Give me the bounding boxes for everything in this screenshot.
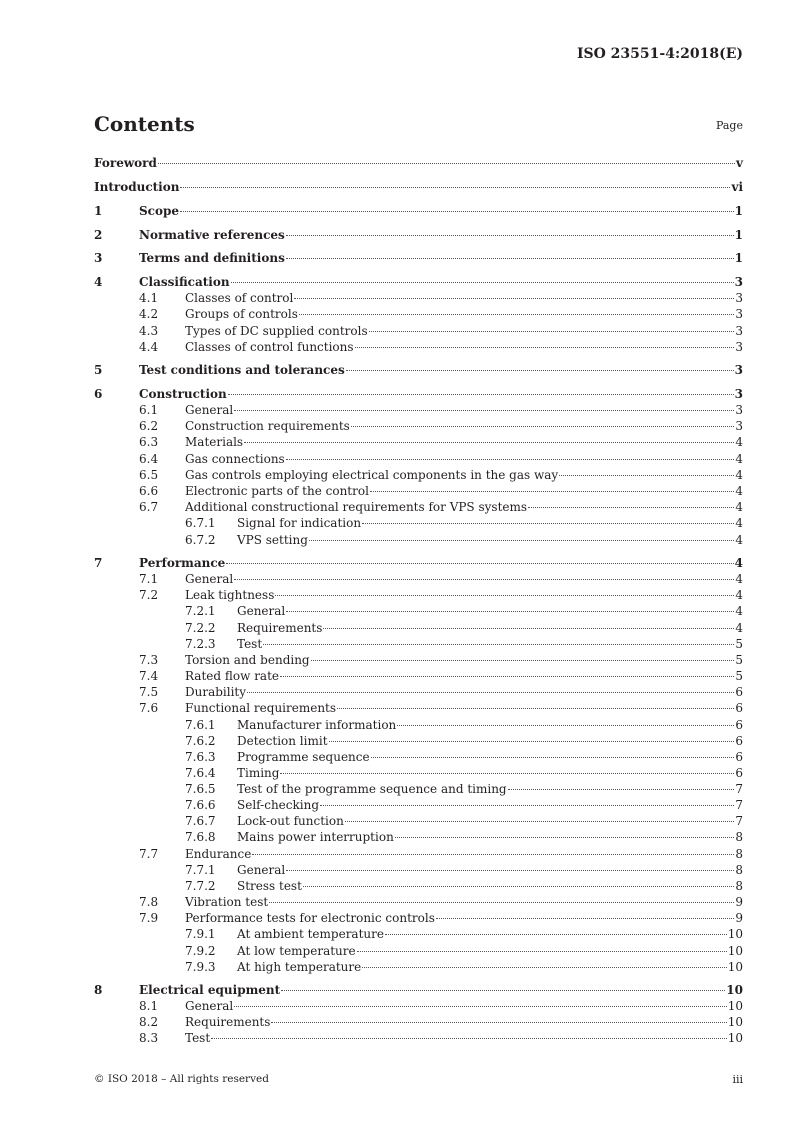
toc-entry-title: Endurance xyxy=(185,847,252,861)
toc-entry-page: 4 xyxy=(735,452,743,466)
toc-entry-page: 8 xyxy=(735,879,743,893)
dot-leader xyxy=(320,805,734,806)
toc-entry-page: 1 xyxy=(734,251,743,265)
toc-entry-page: 9 xyxy=(735,911,743,925)
toc-entry-title: Test of the programme sequence and timing xyxy=(237,782,507,796)
toc-entry-number: 8 xyxy=(94,983,103,997)
toc-entry-title: General xyxy=(185,403,234,417)
toc-entry-number: 6.4 xyxy=(139,452,159,466)
toc-entry-page: 3 xyxy=(735,403,743,417)
toc-entry[interactable] xyxy=(94,306,743,322)
toc-entry-page: 5 xyxy=(735,653,743,667)
toc-entry-number: 7.7 xyxy=(139,847,159,861)
dot-leader xyxy=(228,394,734,395)
toc-entry-title: Functional requirements xyxy=(185,701,337,715)
toc-entry-page: 4 xyxy=(735,588,743,602)
toc-entry-number: 7.9.3 xyxy=(185,960,216,974)
toc-entry-number: 7.2.2 xyxy=(185,621,216,635)
toc-entry[interactable] xyxy=(94,1014,743,1030)
page-number: iii xyxy=(732,1073,743,1086)
toc-entry-page: 4 xyxy=(735,604,743,618)
dot-leader xyxy=(303,886,734,887)
toc-entry-number: 7.6 xyxy=(139,701,159,715)
toc-entry-number: 2 xyxy=(94,228,103,242)
toc-entry-page: 3 xyxy=(734,275,743,289)
toc-entry-number: 3 xyxy=(94,251,103,265)
toc-entry-page: 6 xyxy=(735,766,743,780)
toc-entry[interactable] xyxy=(94,434,743,450)
toc-entry[interactable] xyxy=(94,483,743,499)
toc-entry-title: Normative references xyxy=(139,228,285,242)
toc-entry[interactable] xyxy=(94,781,743,797)
dot-leader xyxy=(286,235,734,236)
dot-leader xyxy=(337,708,734,709)
toc-entry[interactable] xyxy=(94,603,743,619)
dot-leader xyxy=(345,821,735,822)
toc-entry-page: 8 xyxy=(735,830,743,844)
toc-entry-title: Groups of controls xyxy=(185,307,298,321)
toc-entry-page: 4 xyxy=(735,500,743,514)
toc-entry-page: 6 xyxy=(735,701,743,715)
toc-entry-number: 7.6.8 xyxy=(185,830,216,844)
contents-heading: Contents xyxy=(94,112,195,136)
toc-entry-title: Classification xyxy=(139,275,230,289)
dot-leader xyxy=(271,1022,726,1023)
dot-leader xyxy=(231,282,734,283)
toc-entry-number: 7 xyxy=(94,556,103,570)
dot-leader xyxy=(362,523,734,524)
toc-entry-title: Types of DC supplied controls xyxy=(185,324,368,338)
toc-entry-number: 7.7.2 xyxy=(185,879,216,893)
toc-entry-page: 4 xyxy=(735,435,743,449)
toc-entry-page: 10 xyxy=(727,999,743,1013)
dot-leader xyxy=(355,347,735,348)
dot-leader xyxy=(180,187,730,188)
toc-entry-number: 1 xyxy=(94,204,103,218)
toc-entry-title: At low temperature xyxy=(237,944,356,958)
toc-entry-title: Lock-out function xyxy=(237,814,344,828)
toc-entry-title: Classes of control xyxy=(185,291,294,305)
toc-entry[interactable] xyxy=(94,532,743,548)
toc-entry-page: 7 xyxy=(735,782,743,796)
dot-leader xyxy=(286,870,734,871)
toc-entry[interactable] xyxy=(94,339,743,355)
dot-leader xyxy=(244,442,734,443)
dot-leader xyxy=(395,837,735,838)
toc-entry[interactable] xyxy=(94,943,743,959)
toc-entry-title: Detection limit xyxy=(237,734,328,748)
toc-entry[interactable] xyxy=(94,700,743,716)
dot-leader xyxy=(369,331,735,332)
toc-entry-title: Gas connections xyxy=(185,452,285,466)
toc-entry-title: Foreword xyxy=(94,156,157,170)
toc-entry-title: Vibration test xyxy=(185,895,269,909)
dot-leader xyxy=(269,902,734,903)
toc-entry-number: 4.2 xyxy=(139,307,159,321)
dot-leader xyxy=(252,854,734,855)
toc-entry-number: 7.1 xyxy=(139,572,159,586)
toc-entry-page: 3 xyxy=(735,419,743,433)
toc-entry-title: Test xyxy=(185,1031,211,1045)
dot-leader xyxy=(263,644,734,645)
toc-entry[interactable] xyxy=(94,451,743,467)
toc-entry-title: Additional constructional requirements for VPS systems xyxy=(185,500,528,514)
toc-entry-page: 4 xyxy=(735,484,743,498)
toc-entry-title: Durability xyxy=(185,685,247,699)
toc-entry-number: 8.3 xyxy=(139,1031,159,1045)
toc-entry-page: 4 xyxy=(735,572,743,586)
toc-entry-title: Construction xyxy=(139,387,227,401)
toc-entry[interactable] xyxy=(94,982,743,998)
dot-leader xyxy=(280,773,734,774)
dot-leader xyxy=(180,211,734,212)
document-id: ISO 23551-4:2018(E) xyxy=(576,46,743,62)
toc-entry-title: Gas controls employing electrical components in the gas way xyxy=(185,468,559,482)
toc-entry-page: 9 xyxy=(735,895,743,909)
toc-entry-number: 7.6.3 xyxy=(185,750,216,764)
toc-entry-number: 7.7.1 xyxy=(185,863,216,877)
toc-entry-page: 3 xyxy=(734,387,743,401)
toc-entry-title: Requirements xyxy=(185,1015,271,1029)
toc-entry-number: 6.5 xyxy=(139,468,159,482)
toc-entry[interactable] xyxy=(94,636,743,652)
toc-entry-page: 3 xyxy=(735,324,743,338)
toc-entry-page: 4 xyxy=(735,533,743,547)
dot-leader xyxy=(286,611,734,612)
dot-leader xyxy=(275,595,734,596)
toc-entry-number: 6.2 xyxy=(139,419,159,433)
toc-entry-page: 4 xyxy=(734,556,743,570)
toc-entry-title: Leak tightness xyxy=(185,588,275,602)
toc-entry-page: 3 xyxy=(734,363,743,377)
dot-leader xyxy=(362,967,726,968)
dot-leader xyxy=(247,692,734,693)
toc-entry-number: 7.4 xyxy=(139,669,159,683)
toc-entry[interactable] xyxy=(94,587,743,603)
toc-entry-page: 5 xyxy=(735,669,743,683)
toc-entry[interactable] xyxy=(94,829,743,845)
toc-entry-number: 7.9.2 xyxy=(185,944,216,958)
dot-leader xyxy=(370,491,734,492)
toc-entry[interactable] xyxy=(94,1030,743,1046)
toc-entry-title: Requirements xyxy=(237,621,323,635)
toc-entry-page: 10 xyxy=(727,960,743,974)
toc-entry-page: 1 xyxy=(734,204,743,218)
toc-entry[interactable] xyxy=(94,862,743,878)
toc-entry-title: Stress test xyxy=(237,879,302,893)
toc-entry-title: VPS setting xyxy=(237,533,308,547)
toc-entry[interactable] xyxy=(94,155,743,171)
toc-entry-number: 5 xyxy=(94,363,103,377)
toc-entry-number: 7.2.1 xyxy=(185,604,216,618)
dot-leader xyxy=(311,660,735,661)
toc-entry-title: Scope xyxy=(139,204,180,218)
toc-entry[interactable] xyxy=(94,668,743,684)
toc-entry-page: 6 xyxy=(735,734,743,748)
toc-entry[interactable] xyxy=(94,555,743,571)
toc-entry[interactable] xyxy=(94,362,743,378)
toc-entry[interactable] xyxy=(94,620,743,636)
toc-entry-page: 8 xyxy=(735,863,743,877)
toc-entry-page: 7 xyxy=(735,798,743,812)
dot-leader xyxy=(286,459,735,460)
dot-leader xyxy=(559,475,734,476)
toc-entry[interactable] xyxy=(94,418,743,434)
dot-leader xyxy=(329,741,735,742)
toc-entry[interactable] xyxy=(94,227,743,243)
toc-entry[interactable] xyxy=(94,499,743,515)
toc-entry-number: 6.1 xyxy=(139,403,159,417)
dot-leader xyxy=(385,934,727,935)
toc-entry-number: 6.6 xyxy=(139,484,159,498)
toc-entry-page: 10 xyxy=(727,927,743,941)
toc-entry-number: 8.1 xyxy=(139,999,159,1013)
toc-entry-page: 6 xyxy=(735,718,743,732)
toc-entry-number: 7.8 xyxy=(139,895,159,909)
dot-leader xyxy=(294,298,734,299)
toc-entry-number: 6.3 xyxy=(139,435,159,449)
toc-entry-title: Test xyxy=(237,637,263,651)
toc-entry[interactable] xyxy=(94,571,743,587)
toc-entry-title: General xyxy=(185,572,234,586)
toc-entry-number: 4.3 xyxy=(139,324,159,338)
toc-entry-title: Electrical equipment xyxy=(139,983,281,997)
toc-entry-title: General xyxy=(237,604,286,618)
toc-entry-number: 7.2 xyxy=(139,588,159,602)
toc-entry-number: 4 xyxy=(94,275,103,289)
toc-entry-title: Programme sequence xyxy=(237,750,370,764)
toc-entry-page: 8 xyxy=(735,847,743,861)
dot-leader xyxy=(234,579,734,580)
dot-leader xyxy=(234,410,734,411)
toc-entry-number: 4.1 xyxy=(139,291,159,305)
toc-entry[interactable] xyxy=(94,733,743,749)
toc-entry[interactable] xyxy=(94,179,743,195)
toc-entry-number: 6.7.2 xyxy=(185,533,216,547)
toc-entry[interactable] xyxy=(94,290,743,306)
toc-entry-page: 4 xyxy=(735,468,743,482)
toc-entry-title: Test conditions and tolerances xyxy=(139,363,345,377)
toc-entry-title: Timing xyxy=(237,766,280,780)
toc-entry-title: Signal for indication xyxy=(237,516,362,530)
toc-entry-number: 4.4 xyxy=(139,340,159,354)
toc-entry[interactable] xyxy=(94,926,743,942)
toc-entry-number: 7.9 xyxy=(139,911,159,925)
toc-entry-title: Electronic parts of the control xyxy=(185,484,369,498)
dot-leader xyxy=(371,757,735,758)
dot-leader xyxy=(351,426,735,427)
dot-leader xyxy=(158,163,735,164)
toc-entry[interactable] xyxy=(94,959,743,975)
dot-leader xyxy=(309,540,734,541)
toc-entry-title: Classes of control functions xyxy=(185,340,354,354)
toc-entry-number: 7.6.4 xyxy=(185,766,216,780)
toc-entry-title: Introduction xyxy=(94,180,180,194)
toc-entry[interactable] xyxy=(94,749,743,765)
dot-leader xyxy=(508,789,735,790)
toc-entry-title: Mains power interruption xyxy=(237,830,394,844)
dot-leader xyxy=(346,370,734,371)
toc-entry-page: 10 xyxy=(727,944,743,958)
toc-entry-title: Construction requirements xyxy=(185,419,350,433)
toc-entry[interactable] xyxy=(94,878,743,894)
toc-entry[interactable] xyxy=(94,652,743,668)
toc-entry-page: 10 xyxy=(727,1015,743,1029)
toc-entry-number: 8.2 xyxy=(139,1015,159,1029)
toc-entry-number: 6 xyxy=(94,387,103,401)
toc-entry-title: Rated flow rate xyxy=(185,669,280,683)
dot-leader xyxy=(280,676,734,677)
toc-entry-title: At ambient temperature xyxy=(237,927,384,941)
toc-entry-page: 10 xyxy=(726,983,743,997)
toc-entry-title: Performance tests for electronic controls xyxy=(185,911,435,925)
toc-entry-number: 7.6.7 xyxy=(185,814,216,828)
toc-entry[interactable] xyxy=(94,910,743,926)
toc-entry-number: 6.7 xyxy=(139,500,159,514)
toc-entry-title: At high temperature xyxy=(237,960,362,974)
toc-entry-page: 3 xyxy=(735,291,743,305)
toc-entry[interactable] xyxy=(94,515,743,531)
toc-entry[interactable] xyxy=(94,274,743,290)
toc-entry-title: Performance xyxy=(139,556,226,570)
dot-leader xyxy=(436,918,734,919)
toc-entry[interactable] xyxy=(94,402,743,418)
toc-entry[interactable] xyxy=(94,203,743,219)
toc-entry-title: Torsion and bending xyxy=(185,653,310,667)
copyright-notice: © ISO 2018 – All rights reserved xyxy=(94,1073,269,1085)
toc-entry-page: 6 xyxy=(735,685,743,699)
toc-entry[interactable] xyxy=(94,467,743,483)
toc-entry-number: 7.6.6 xyxy=(185,798,216,812)
toc-entry-number: 7.6.2 xyxy=(185,734,216,748)
toc-entry[interactable] xyxy=(94,813,743,829)
dot-leader xyxy=(357,951,727,952)
toc-entry-page: vi xyxy=(731,180,743,194)
toc-entry-title: General xyxy=(185,999,234,1013)
toc-entry-number: 6.7.1 xyxy=(185,516,216,530)
dot-leader xyxy=(528,507,734,508)
toc-entry[interactable] xyxy=(94,797,743,813)
dot-leader xyxy=(323,628,734,629)
toc-entry-number: 7.2.3 xyxy=(185,637,216,651)
toc-entry[interactable] xyxy=(94,250,743,266)
toc-entry[interactable] xyxy=(94,386,743,402)
toc-entry-number: 7.6.5 xyxy=(185,782,216,796)
toc-entry-number: 7.5 xyxy=(139,685,159,699)
toc-entry[interactable] xyxy=(94,684,743,700)
toc-entry[interactable] xyxy=(94,894,743,910)
toc-entry-title: Terms and definitions xyxy=(139,251,285,265)
toc-entry-title: Manufacturer information xyxy=(237,718,397,732)
dot-leader xyxy=(299,314,734,315)
toc-entry-page: 1 xyxy=(734,228,743,242)
toc-entry-page: 3 xyxy=(735,307,743,321)
toc-entry[interactable] xyxy=(94,323,743,339)
dot-leader xyxy=(281,990,725,991)
toc-entry-title: General xyxy=(237,863,286,877)
toc-entry-number: 7.9.1 xyxy=(185,927,216,941)
dot-leader xyxy=(226,563,733,564)
dot-leader xyxy=(397,725,734,726)
toc-entry-page: 5 xyxy=(735,637,743,651)
toc-entry[interactable] xyxy=(94,998,743,1014)
toc-entry-page: 3 xyxy=(735,340,743,354)
toc-entry-page: v xyxy=(736,156,743,170)
toc-entry-title: Self-checking xyxy=(237,798,320,812)
toc-entry-page: 4 xyxy=(735,621,743,635)
dot-leader xyxy=(234,1006,726,1007)
toc-entry-number: 7.6.1 xyxy=(185,718,216,732)
toc-entry-page: 4 xyxy=(735,516,743,530)
toc-entry-page: 6 xyxy=(735,750,743,764)
toc-entry-number: 7.3 xyxy=(139,653,159,667)
page-column-label: Page xyxy=(715,119,743,132)
toc-entry[interactable] xyxy=(94,765,743,781)
dot-leader xyxy=(211,1038,727,1039)
toc-entry-page: 7 xyxy=(735,814,743,828)
dot-leader xyxy=(286,258,734,259)
toc-entry[interactable] xyxy=(94,846,743,862)
toc-entry-page: 10 xyxy=(727,1031,743,1045)
toc-entry-title: Materials xyxy=(185,435,244,449)
toc-entry[interactable] xyxy=(94,717,743,733)
